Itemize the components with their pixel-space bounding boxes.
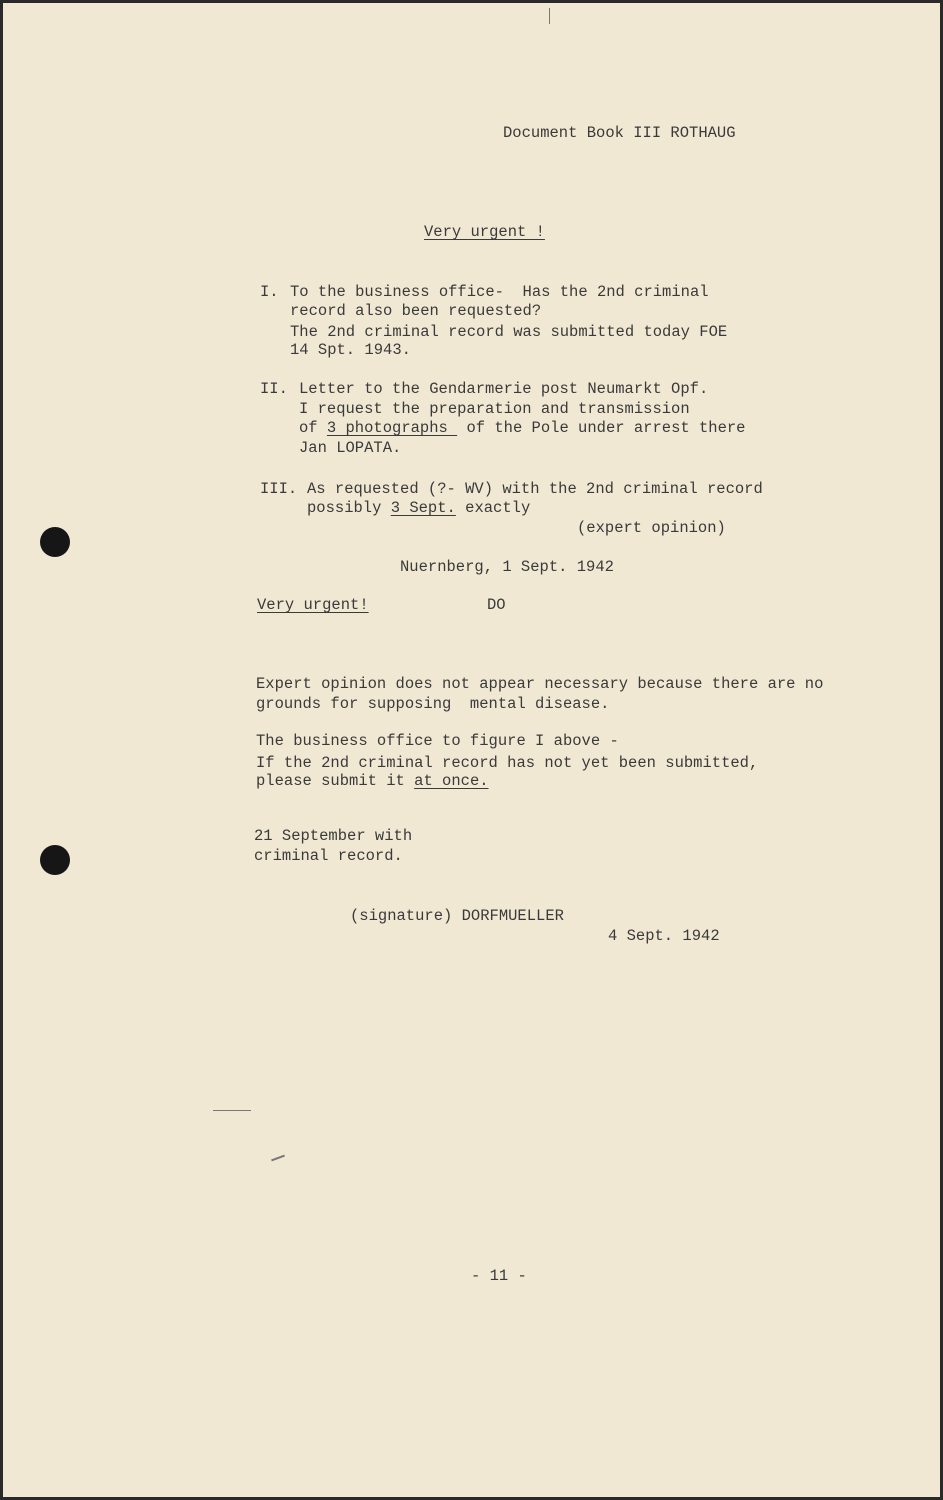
opinion-line-1: Expert opinion does not appear necessary because there are no bbox=[256, 675, 824, 693]
item-3-line-2 bbox=[307, 499, 530, 518]
item-1-number: I. bbox=[260, 283, 279, 301]
photographs-underlined: 3 photographs bbox=[326, 419, 458, 437]
item-3-line-2-suffix: exactly bbox=[455, 499, 531, 517]
item-2-number: II. bbox=[260, 380, 288, 398]
office-line-3 bbox=[256, 772, 489, 791]
office-line-1: The business office to figure I above - bbox=[256, 732, 619, 750]
item-2-line-2: I request the preparation and transmission bbox=[299, 400, 690, 418]
stray-mark-arrow bbox=[271, 1155, 285, 1162]
stray-mark-top bbox=[549, 8, 550, 24]
item-2-line-3 bbox=[299, 419, 746, 438]
september-line-1: 21 September with bbox=[254, 827, 413, 845]
punch-hole-top bbox=[40, 527, 70, 557]
urgent-heading: Very urgent ! bbox=[424, 223, 545, 241]
item-3-number: III. bbox=[260, 480, 298, 498]
punch-hole-bottom bbox=[40, 845, 70, 875]
item-2-line-1: Letter to the Gendarmerie post Neumarkt Opf. bbox=[299, 380, 709, 398]
office-line-2: If the 2nd criminal record has not yet been submitted, bbox=[256, 754, 759, 772]
september-line-2: criminal record. bbox=[254, 847, 403, 865]
office-line-3-prefix: please submit it bbox=[256, 772, 415, 790]
item-3-line-3: (expert opinion) bbox=[577, 519, 726, 537]
urgent-label-2: Very urgent! bbox=[257, 596, 369, 614]
document-reference: Document Book III ROTHAUG bbox=[503, 124, 736, 142]
item-1-line-2: record also been requested? bbox=[290, 302, 542, 320]
item-2-line-3-suffix: of the Pole under arrest there bbox=[457, 419, 746, 437]
item-1-line-3: The 2nd criminal record was submitted today FOE bbox=[290, 323, 728, 341]
item-1-line-4: 14 Spt. 1943. bbox=[290, 341, 411, 359]
signature-name: (signature) DORFMUELLER bbox=[350, 907, 564, 925]
item-3-line-1: As requested (?- WV) with the 2nd criminal record bbox=[307, 480, 763, 498]
item-2-line-3-prefix: of bbox=[299, 419, 327, 437]
sept-date-underlined: 3 Sept. bbox=[390, 499, 456, 517]
signature-date: 4 Sept. 1942 bbox=[608, 927, 720, 945]
item-3-line-2-prefix: possibly bbox=[307, 499, 391, 517]
initials: DO bbox=[487, 596, 506, 614]
document-page bbox=[3, 3, 940, 1497]
place-date: Nuernberg, 1 Sept. 1942 bbox=[400, 558, 614, 576]
at-once-underlined: at once. bbox=[414, 772, 489, 790]
item-1-line-1: To the business office- Has the 2nd criminal bbox=[290, 283, 709, 301]
item-2-line-4: Jan LOPATA. bbox=[299, 439, 402, 457]
page-number: - 11 - bbox=[471, 1267, 527, 1285]
opinion-line-2: grounds for supposing mental disease. bbox=[256, 695, 610, 713]
stray-mark-left bbox=[213, 1110, 251, 1111]
